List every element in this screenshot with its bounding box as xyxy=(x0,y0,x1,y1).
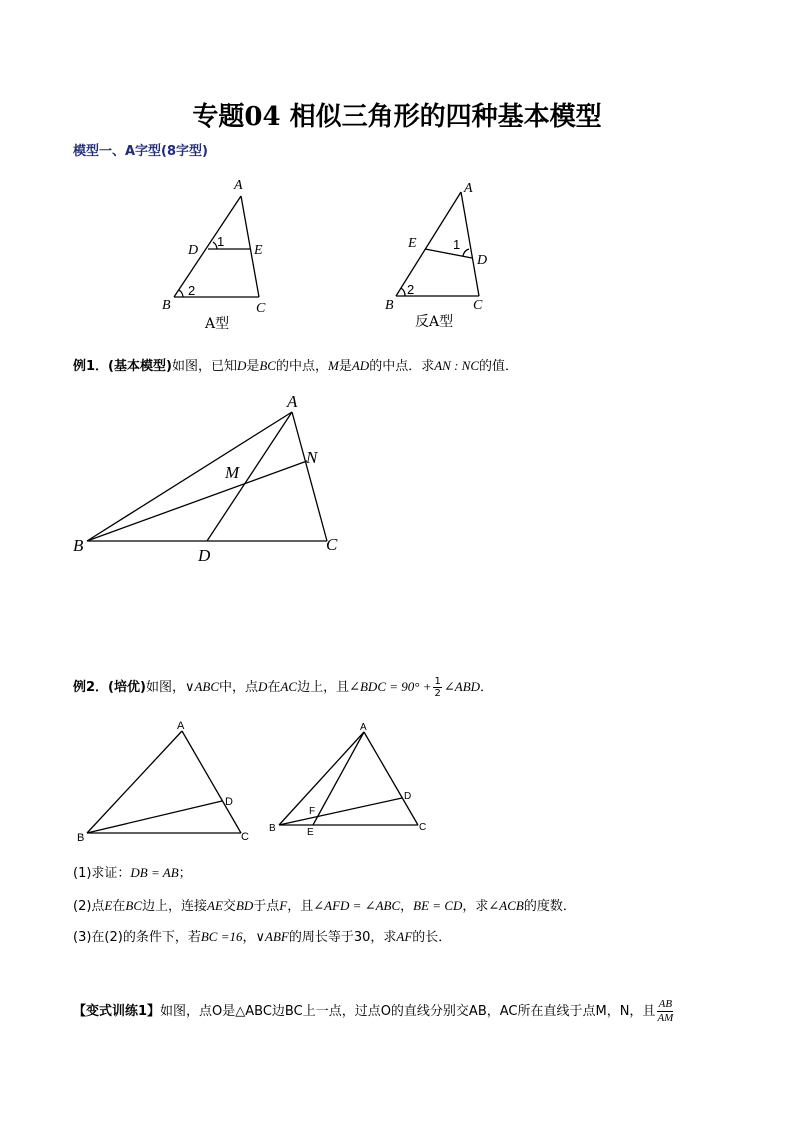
fig-a-label-c: C xyxy=(256,301,266,316)
ex2f2-label-e: E xyxy=(307,827,314,838)
example1-tag: (基本模型) xyxy=(108,359,172,374)
example2-question-1 xyxy=(73,864,192,883)
example2-fraction xyxy=(433,676,441,699)
variant1-frac-num: AB xyxy=(658,998,673,1010)
q2-text: 在 xyxy=(112,899,126,914)
q2-text: 的度数． xyxy=(523,899,576,914)
example1-text: 的中点．求 xyxy=(369,359,435,374)
q2-text: ，且 xyxy=(287,899,314,914)
example1-var-d: D xyxy=(236,358,247,373)
example1-figure xyxy=(65,390,355,570)
example2-text: 在 xyxy=(267,680,281,695)
example2-text: 中，点 xyxy=(219,680,259,695)
q3-expr: AF xyxy=(396,929,413,944)
fig-a-angle-2: 2 xyxy=(188,283,196,298)
ex1-label-m: M xyxy=(225,463,240,482)
fig-a-label-b: B xyxy=(162,298,171,313)
fig-ra-label-b: B xyxy=(385,298,394,313)
q2-text: 边上，连接 xyxy=(142,899,208,914)
ex2f1-label-b: B xyxy=(77,832,85,844)
q3-text: 的周长等于30，求 xyxy=(288,930,397,945)
q1-expr: DB = AB xyxy=(130,865,179,880)
fig-ra-label-c: C xyxy=(473,298,483,313)
example2-frac-den: 2 xyxy=(434,688,441,699)
ex1-label-a: A xyxy=(287,392,298,411)
fig-a-label-e: E xyxy=(254,243,263,258)
variant1-text: 如图，点O是△ABC边BC上一点，过点O的直线分别交AB，AC所在直线于点M，N，且 xyxy=(160,1004,656,1019)
example2-question-3 xyxy=(73,928,451,947)
fig-ra-label-d: D xyxy=(477,253,488,268)
variant1-statement xyxy=(73,998,675,1025)
ex2f2-label-a: A xyxy=(360,722,367,733)
q2-var: BD xyxy=(235,898,254,913)
example1-text: 是 xyxy=(246,359,260,374)
q3-expr: BC =16 xyxy=(200,929,243,944)
fig-ra-label-e: E xyxy=(408,236,417,251)
example2-var-ac: AC xyxy=(280,679,298,694)
fig-ra-angle-1: 1 xyxy=(453,237,461,252)
q3-text: ， xyxy=(242,930,256,945)
example1-text: 的值． xyxy=(479,359,519,374)
q2-text: 交 xyxy=(222,899,236,914)
example2-question-2 xyxy=(73,897,576,916)
caption-reverse-a-type: 反A型 xyxy=(415,314,454,330)
q2-expr: ∠AFD = ∠ABC xyxy=(313,898,401,913)
example1-text: 如图，已知 xyxy=(171,359,237,374)
example2-frac-num: 1 xyxy=(434,676,441,687)
example2-prefix: 例2． xyxy=(73,680,109,695)
example1-statement xyxy=(73,357,518,376)
q2-text: ， xyxy=(400,899,414,914)
ex2f2-label-d: D xyxy=(404,791,412,802)
example1-text: 是 xyxy=(338,359,352,374)
example2-period: ． xyxy=(480,680,494,695)
q1-text: ； xyxy=(178,866,192,881)
q3-text: 的长． xyxy=(412,930,452,945)
fig-ra-angle-2: 2 xyxy=(407,282,415,297)
example2-var-d: D xyxy=(258,679,268,694)
example2-tag: (培优) xyxy=(108,680,146,695)
ex2f1-label-d: D xyxy=(225,796,233,808)
q2-var: BC xyxy=(125,898,143,913)
example2-figure-1 xyxy=(70,715,260,850)
example2-triangle: ∨ABC xyxy=(184,679,220,694)
example2-figure-2 xyxy=(265,715,440,845)
ex2f2-label-b: B xyxy=(269,823,276,834)
caption-a-type: A型 xyxy=(205,316,230,332)
q2-text: (2)点 xyxy=(73,899,105,914)
q2-var: E xyxy=(104,898,113,913)
model-heading: 模型一、A字型(8字型) xyxy=(73,144,208,159)
q2-expr: BE = CD xyxy=(413,898,463,913)
q2-text: 于点 xyxy=(253,899,280,914)
example1-var-bc: BC xyxy=(259,358,276,373)
ex2f1-label-a: A xyxy=(177,720,185,732)
q2-expr: ∠ACB xyxy=(488,898,524,913)
q3-text: (3)在(2)的条件下，若 xyxy=(73,930,201,945)
fig-a-label-a: A xyxy=(234,178,243,193)
page-title: 专题04 相似三角形的四种基本模型 xyxy=(192,102,602,132)
fig-a-label-d: D xyxy=(188,243,199,258)
variant1-frac-den: AM xyxy=(657,1012,674,1024)
q3-expr: ∨ABF xyxy=(255,929,289,944)
figure-a-type xyxy=(150,170,300,335)
q1-text: (1)求证： xyxy=(73,866,131,881)
q2-text: ，求 xyxy=(462,899,489,914)
example1-var-m: M xyxy=(328,358,339,373)
ex1-label-b: B xyxy=(73,536,84,555)
fig-ra-label-a: A xyxy=(464,181,473,196)
example1-prefix: 例1． xyxy=(73,359,109,374)
ex1-label-n: N xyxy=(306,448,318,467)
ex2f2-label-c: C xyxy=(419,822,427,833)
example2-angle-tail: ∠ABD xyxy=(443,679,481,694)
ex2f2-label-f: F xyxy=(309,806,316,817)
q2-var: AE xyxy=(207,898,223,913)
example1-var-ad: AD xyxy=(351,358,370,373)
variant1-fraction xyxy=(657,998,673,1025)
example2-statement xyxy=(73,676,493,699)
variant1-tag: 【变式训练1】 xyxy=(73,1004,161,1019)
example1-text: 的中点， xyxy=(275,359,328,374)
ex1-label-c: C xyxy=(326,535,338,554)
ex1-label-d: D xyxy=(198,546,211,565)
example2-text: 边上，且 xyxy=(297,680,350,695)
example2-angle-expr: ∠BDC = 90° + xyxy=(349,679,432,694)
ex2f1-label-c: C xyxy=(241,831,249,843)
example1-ratio: AN : NC xyxy=(434,358,480,373)
q2-var: F xyxy=(279,898,288,913)
example2-text: 如图， xyxy=(145,680,185,695)
fig-a-angle-1: 1 xyxy=(217,234,225,249)
